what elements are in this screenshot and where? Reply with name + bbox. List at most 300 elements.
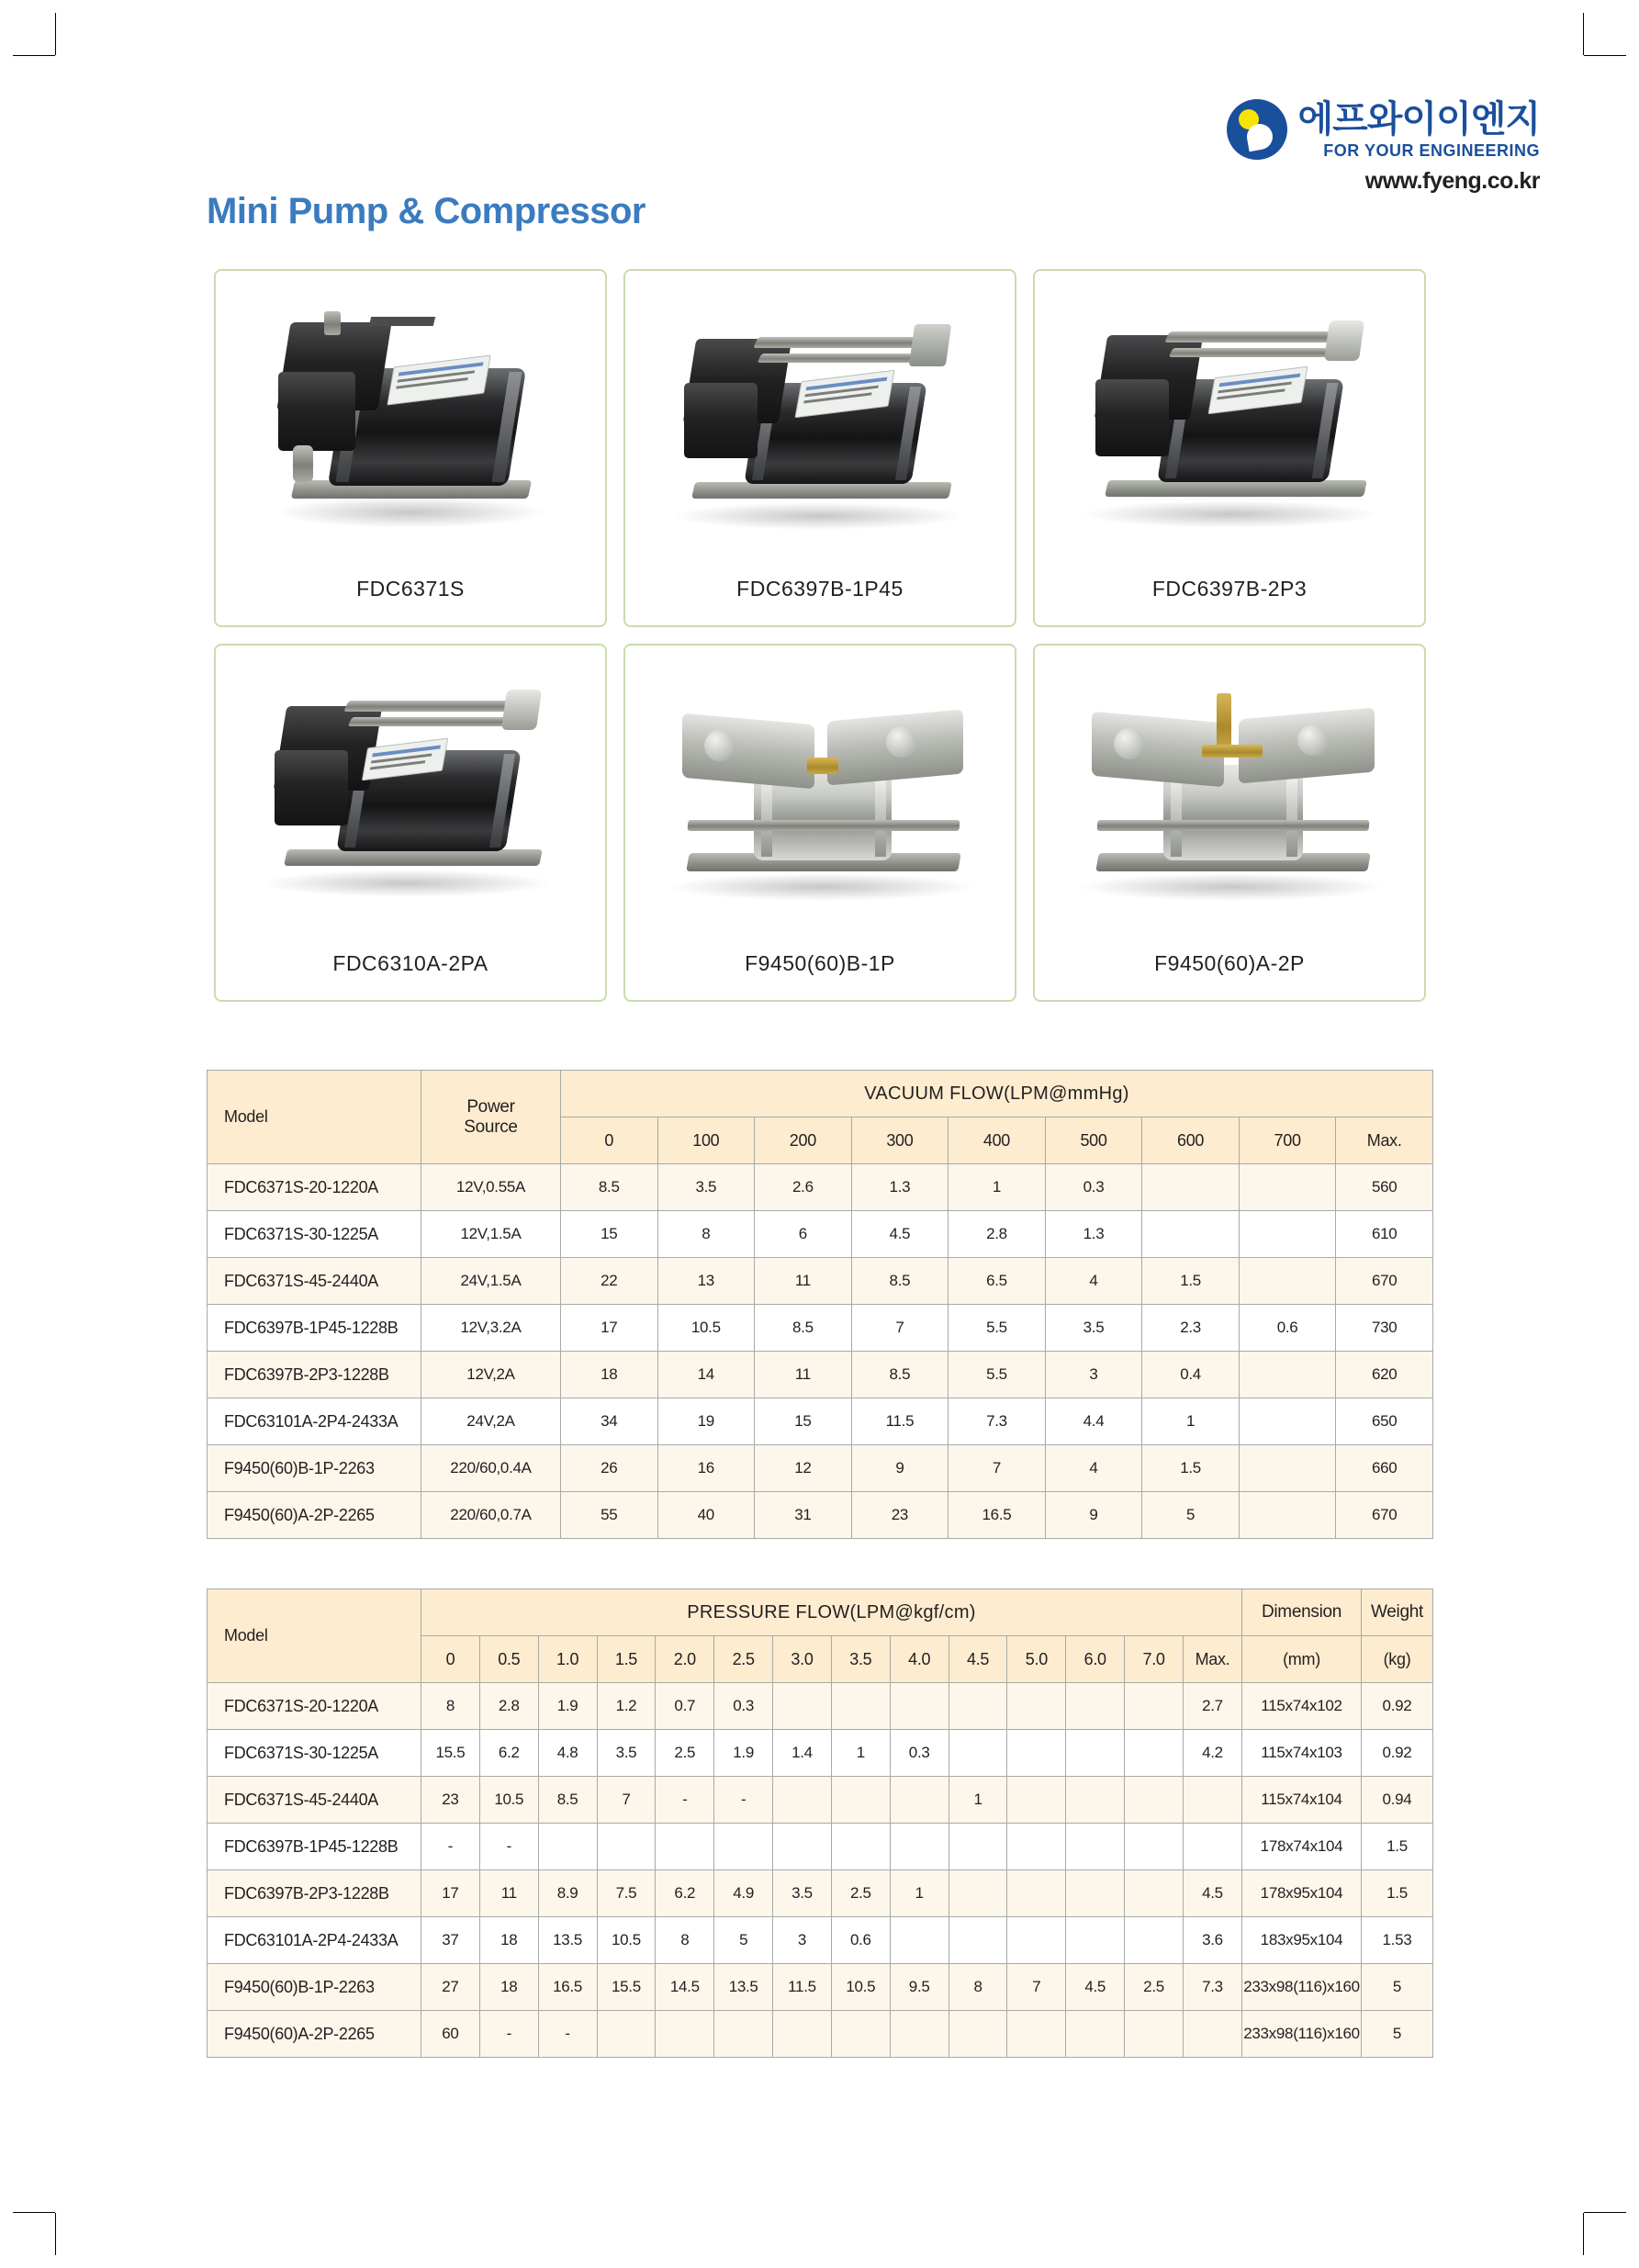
cell-value: 4.5 [1066,1964,1125,2011]
product-card [1033,269,1426,627]
logo-english-name: FOR YOUR ENGINEERING [1323,140,1540,160]
cell-value: 1 [890,1870,949,1917]
cell-value [1066,1917,1125,1964]
cell-model: FDC6371S-20-1220A [208,1164,421,1211]
cell-dimension: 233x98(116)x160 [1242,2011,1362,2058]
crop-mark [55,13,56,55]
cell-value: 610 [1336,1211,1433,1258]
col-header: 6.0 [1066,1636,1125,1683]
cell-value [1142,1164,1240,1211]
cell-value: 620 [1336,1352,1433,1398]
cell-value: 3.5 [657,1164,755,1211]
cell-value: 9.5 [890,1964,949,2011]
cell-value [1125,1870,1184,1917]
cell-value: 2.8 [479,1683,538,1730]
cell-value: 1.5 [1142,1445,1240,1492]
vacuum-flow-table-container [207,1070,1433,1539]
header-dimension: Dimension [1242,1589,1362,1636]
cell-value: 16 [657,1445,755,1492]
crop-mark [1584,2212,1626,2213]
cell-value [890,2011,949,2058]
cell-value: 1 [831,1730,890,1777]
cell-value [1183,1777,1241,1824]
cell-value: 1.4 [773,1730,832,1777]
cell-model: FDC6371S-45-2440A [208,1258,421,1305]
product-card [214,644,607,1002]
product-card [214,269,607,627]
cell-value [1125,1824,1184,1870]
cell-value [949,1824,1007,1870]
cell-value [1125,1730,1184,1777]
cell-value: 4.2 [1183,1730,1241,1777]
logo-korean-name: 에프와이이엔지 [1297,98,1540,140]
cell-value: 8.5 [851,1258,949,1305]
cell-value: 3.5 [773,1870,832,1917]
cell-model: FDC6397B-2P3-1228B [208,1870,421,1917]
table-row [208,1164,1433,1211]
cell-dimension: 115x74x103 [1242,1730,1362,1777]
col-header: 2.5 [714,1636,773,1683]
cell-dimension: 115x74x104 [1242,1777,1362,1824]
cell-value: 0.6 [1239,1305,1336,1352]
col-header: 700 [1239,1117,1336,1164]
cell-value: 7 [851,1305,949,1352]
cell-value: 4.5 [1183,1870,1241,1917]
cell-value [1066,2011,1125,2058]
table-row [208,1305,1433,1352]
cell-value: 10.5 [831,1964,890,2011]
cell-value: 9 [1045,1492,1142,1539]
cell-value: 14 [657,1352,755,1398]
cell-model: F9450(60)B-1P-2263 [208,1964,421,2011]
col-header: 400 [949,1117,1046,1164]
cell-value: 660 [1336,1445,1433,1492]
table-row [208,1777,1433,1824]
cell-model: FDC6371S-30-1225A [208,1211,421,1258]
cell-value [1239,1164,1336,1211]
cell-value [1239,1258,1336,1305]
cell-value: 0.3 [1045,1164,1142,1211]
cell-value: 1.9 [538,1683,597,1730]
cell-value: 15.5 [421,1730,480,1777]
cell-model: F9450(60)A-2P-2265 [208,2011,421,2058]
cell-value [1239,1492,1336,1539]
cell-value [1007,1730,1066,1777]
table-row [208,1445,1433,1492]
crop-mark [1583,2213,1584,2255]
product-photo [645,658,994,934]
cell-value: 8.5 [561,1164,658,1211]
product-caption: FDC6397B-1P45 [736,577,904,601]
cell-value: 15 [561,1211,658,1258]
logo-website: www.fyeng.co.kr [1364,168,1540,194]
cell-value [1066,1870,1125,1917]
cell-value: 3.5 [1045,1305,1142,1352]
table-row [208,1492,1433,1539]
cell-value: 10.5 [657,1305,755,1352]
cell-weight: 1.53 [1362,1917,1433,1964]
fyeng-logo-icon [1227,99,1287,160]
cell-value: 1 [1142,1398,1240,1445]
cell-weight: 1.5 [1362,1870,1433,1917]
cell-value [597,2011,656,2058]
table-header-row [208,1071,1433,1117]
cell-value: 11 [755,1352,852,1398]
cell-model: FDC6371S-45-2440A [208,1777,421,1824]
cell-value: 11.5 [851,1398,949,1445]
header-weight-unit: (kg) [1362,1636,1433,1683]
header-power-source [421,1071,561,1164]
cell-value: 13 [657,1258,755,1305]
cell-value: 3.5 [597,1730,656,1777]
cell-value: 7.3 [949,1398,1046,1445]
cell-value: - [714,1777,773,1824]
cell-value: 10.5 [597,1917,656,1964]
cell-value: 8 [656,1917,714,1964]
col-header: 600 [1142,1117,1240,1164]
cell-value: 17 [421,1870,480,1917]
cell-value [1066,1824,1125,1870]
col-header: 4.5 [949,1636,1007,1683]
cell-value: 0.6 [831,1917,890,1964]
cell-value: 6.2 [656,1870,714,1917]
cell-value: 3 [1045,1352,1142,1398]
cell-value: 0.3 [714,1683,773,1730]
cell-value [714,2011,773,2058]
cell-value: 1 [949,1777,1007,1824]
cell-value [1183,2011,1241,2058]
cell-value [1239,1352,1336,1398]
cell-model: F9450(60)B-1P-2263 [208,1445,421,1492]
cell-value [949,1683,1007,1730]
cell-value [1142,1211,1240,1258]
header-vacuum-group: VACUUM FLOW(LPM@mmHg) [561,1071,1433,1117]
cell-value: 730 [1336,1305,1433,1352]
cell-value [831,1777,890,1824]
cell-value: 11 [755,1258,852,1305]
company-logo [1227,99,1540,195]
col-header: 3.5 [831,1636,890,1683]
col-header: 0.5 [479,1636,538,1683]
cell-value [1066,1683,1125,1730]
col-header: 0 [561,1117,658,1164]
col-header: 2.0 [656,1636,714,1683]
col-header: 0 [421,1636,480,1683]
cell-value: 2.6 [755,1164,852,1211]
cell-value: 8.5 [755,1305,852,1352]
cell-value: 8 [421,1683,480,1730]
col-header: 1.5 [597,1636,656,1683]
cell-value: - [479,2011,538,2058]
cell-value: 13.5 [538,1917,597,1964]
cell-value: 4.5 [851,1211,949,1258]
cell-value: 560 [1336,1164,1433,1211]
cell-value: 37 [421,1917,480,1964]
table-row [208,1352,1433,1398]
product-caption: FDC6397B-2P3 [1151,577,1308,601]
table-row [208,1730,1433,1777]
header-model: Model [208,1071,421,1164]
cell-value: 19 [657,1398,755,1445]
cell-value: 5.5 [949,1305,1046,1352]
cell-value: 15 [755,1398,852,1445]
cell-value: 15.5 [597,1964,656,2011]
header-power-line1: Power [466,1096,515,1117]
cell-value [1239,1211,1336,1258]
cell-value: 6.5 [949,1258,1046,1305]
cell-value [1125,1777,1184,1824]
cell-value: 26 [561,1445,658,1492]
cell-value: 14.5 [656,1964,714,2011]
table-row [208,1917,1433,1964]
cell-value [1007,1917,1066,1964]
cell-value: 40 [657,1492,755,1539]
cell-value [1007,1683,1066,1730]
cell-value: 8 [657,1211,755,1258]
cell-model: FDC63101A-2P4-2433A [208,1398,421,1445]
cell-power: 12V,1.5A [421,1211,561,1258]
crop-mark [55,2213,56,2255]
cell-power: 220/60,0.7A [421,1492,561,1539]
cell-value: 11.5 [773,1964,832,2011]
table-row [208,1211,1433,1258]
product-grid [214,269,1426,1002]
cell-value [1183,1824,1241,1870]
cell-value: 1 [949,1164,1046,1211]
cell-dimension: 183x95x104 [1242,1917,1362,1964]
cell-weight: 5 [1362,2011,1433,2058]
cell-value [538,1824,597,1870]
cell-value: - [479,1824,538,1870]
col-header: 7.0 [1125,1636,1184,1683]
table-row [208,1824,1433,1870]
col-header: 500 [1045,1117,1142,1164]
cell-value [1125,1683,1184,1730]
cell-value [1066,1730,1125,1777]
cell-value: 1.5 [1142,1258,1240,1305]
cell-weight: 1.5 [1362,1824,1433,1870]
cell-model: FDC6397B-2P3-1228B [208,1352,421,1398]
col-header: Max. [1183,1636,1241,1683]
header-weight: Weight [1362,1589,1433,1636]
cell-value: 8.9 [538,1870,597,1917]
cell-value [773,1777,832,1824]
cell-value: 4.9 [714,1870,773,1917]
cell-value: 2.5 [831,1870,890,1917]
table-header-row [208,1589,1433,1636]
cell-value: - [421,1824,480,1870]
cell-value [773,1683,832,1730]
cell-value: 11 [479,1870,538,1917]
cell-value: 4 [1045,1445,1142,1492]
cell-value [1007,2011,1066,2058]
product-caption: FDC6371S [356,577,465,601]
cell-value [1239,1445,1336,1492]
cell-value [597,1824,656,1870]
product-caption: F9450(60)B-1P [745,951,895,975]
cell-value: 2.3 [1142,1305,1240,1352]
cell-value: 1.3 [851,1164,949,1211]
col-header: 3.0 [773,1636,832,1683]
cell-value: 5 [1142,1492,1240,1539]
table-row [208,1683,1433,1730]
cell-value: 7 [597,1777,656,1824]
cell-value: 4 [1045,1258,1142,1305]
cell-value: 5.5 [949,1352,1046,1398]
cell-value: 17 [561,1305,658,1352]
cell-value [1007,1870,1066,1917]
cell-value: - [656,1777,714,1824]
cell-value [773,2011,832,2058]
product-photo [1055,658,1404,934]
product-card [623,644,1016,1002]
cell-value: 4.8 [538,1730,597,1777]
crop-mark [13,2212,55,2213]
cell-value [949,1730,1007,1777]
cell-model: F9450(60)A-2P-2265 [208,1492,421,1539]
cell-value [949,1870,1007,1917]
cell-value: 1.9 [714,1730,773,1777]
product-caption: F9450(60)A-2P [1154,951,1305,975]
cell-value: 6.2 [479,1730,538,1777]
cell-dimension: 115x74x102 [1242,1683,1362,1730]
table-row [208,1398,1433,1445]
cell-value: 16.5 [538,1964,597,2011]
crop-mark [1584,55,1626,56]
product-caption: FDC6310A-2PA [332,951,488,975]
cell-value: 12 [755,1445,852,1492]
cell-weight: 0.92 [1362,1730,1433,1777]
cell-model: FDC6371S-30-1225A [208,1730,421,1777]
cell-value: 7 [949,1445,1046,1492]
table-row [208,1964,1433,2011]
cell-value: 9 [851,1445,949,1492]
header-dimension-unit: (mm) [1242,1636,1362,1683]
cell-value: 650 [1336,1398,1433,1445]
cell-value [890,1683,949,1730]
cell-value [1125,1917,1184,1964]
cell-value: 10.5 [479,1777,538,1824]
cell-value: 2.7 [1183,1683,1241,1730]
vacuum-flow-table [207,1070,1433,1539]
cell-value [1066,1777,1125,1824]
cell-value: 0.3 [890,1730,949,1777]
product-photo [1055,284,1404,559]
product-photo [236,284,585,559]
col-header: 300 [851,1117,949,1164]
cell-power: 24V,2A [421,1398,561,1445]
col-header: Max. [1336,1117,1433,1164]
cell-dimension: 178x74x104 [1242,1824,1362,1870]
cell-value [831,1683,890,1730]
cell-value: 2.8 [949,1211,1046,1258]
cell-value: 8.5 [538,1777,597,1824]
cell-value [831,2011,890,2058]
cell-value: 0.4 [1142,1352,1240,1398]
cell-model: FDC63101A-2P4-2433A [208,1917,421,1964]
cell-value [1125,2011,1184,2058]
cell-value: 60 [421,2011,480,2058]
cell-value: 13.5 [714,1964,773,2011]
col-header: 5.0 [1007,1636,1066,1683]
cell-value: 2.5 [1125,1964,1184,2011]
cell-value: 3 [773,1917,832,1964]
cell-value: 18 [479,1964,538,2011]
cell-value: 23 [421,1777,480,1824]
cell-value [656,2011,714,2058]
crop-mark [13,55,55,56]
cell-value [890,1777,949,1824]
header-pressure-group: PRESSURE FLOW(LPM@kgf/cm) [421,1589,1242,1636]
cell-value: 31 [755,1492,852,1539]
cell-value: 5 [714,1917,773,1964]
pressure-flow-table [207,1589,1433,2058]
cell-value [656,1824,714,1870]
cell-value: 670 [1336,1492,1433,1539]
cell-value [1007,1777,1066,1824]
cell-value: 0.7 [656,1683,714,1730]
product-photo [645,284,994,559]
cell-model: FDC6371S-20-1220A [208,1683,421,1730]
table-row [208,2011,1433,2058]
cell-value: 34 [561,1398,658,1445]
header-model: Model [208,1589,421,1683]
cell-value: 18 [479,1917,538,1964]
cell-value: 23 [851,1492,949,1539]
cell-value: 18 [561,1352,658,1398]
cell-value: 55 [561,1492,658,1539]
pressure-flow-table-container [207,1589,1433,2058]
cell-value: 670 [1336,1258,1433,1305]
cell-value: 1.3 [1045,1211,1142,1258]
cell-value: 8 [949,1964,1007,2011]
cell-power: 12V,3.2A [421,1305,561,1352]
cell-value: 8.5 [851,1352,949,1398]
cell-value [890,1824,949,1870]
cell-value [1239,1398,1336,1445]
cell-model: FDC6397B-1P45-1228B [208,1305,421,1352]
cell-power: 12V,0.55A [421,1164,561,1211]
table-row [208,1870,1433,1917]
cell-weight: 0.94 [1362,1777,1433,1824]
cell-value: 7.5 [597,1870,656,1917]
col-header: 100 [657,1117,755,1164]
col-header: 1.0 [538,1636,597,1683]
cell-value [890,1917,949,1964]
cell-value [773,1824,832,1870]
cell-weight: 5 [1362,1964,1433,2011]
cell-value: 22 [561,1258,658,1305]
product-card [1033,644,1426,1002]
cell-value: 16.5 [949,1492,1046,1539]
cell-value [949,1917,1007,1964]
cell-power: 220/60,0.4A [421,1445,561,1492]
header-power-line2: Source [464,1117,518,1137]
cell-value: 7 [1007,1964,1066,2011]
cell-model: FDC6397B-1P45-1228B [208,1824,421,1870]
logo-row [1227,99,1540,160]
col-header: 4.0 [890,1636,949,1683]
cell-value: 6 [755,1211,852,1258]
cell-power: 24V,1.5A [421,1258,561,1305]
cell-value: 2.5 [656,1730,714,1777]
cell-value [949,2011,1007,2058]
cell-value: - [538,2011,597,2058]
product-photo [236,658,585,934]
crop-mark [1583,13,1584,55]
table-row [208,1258,1433,1305]
product-card [623,269,1016,627]
